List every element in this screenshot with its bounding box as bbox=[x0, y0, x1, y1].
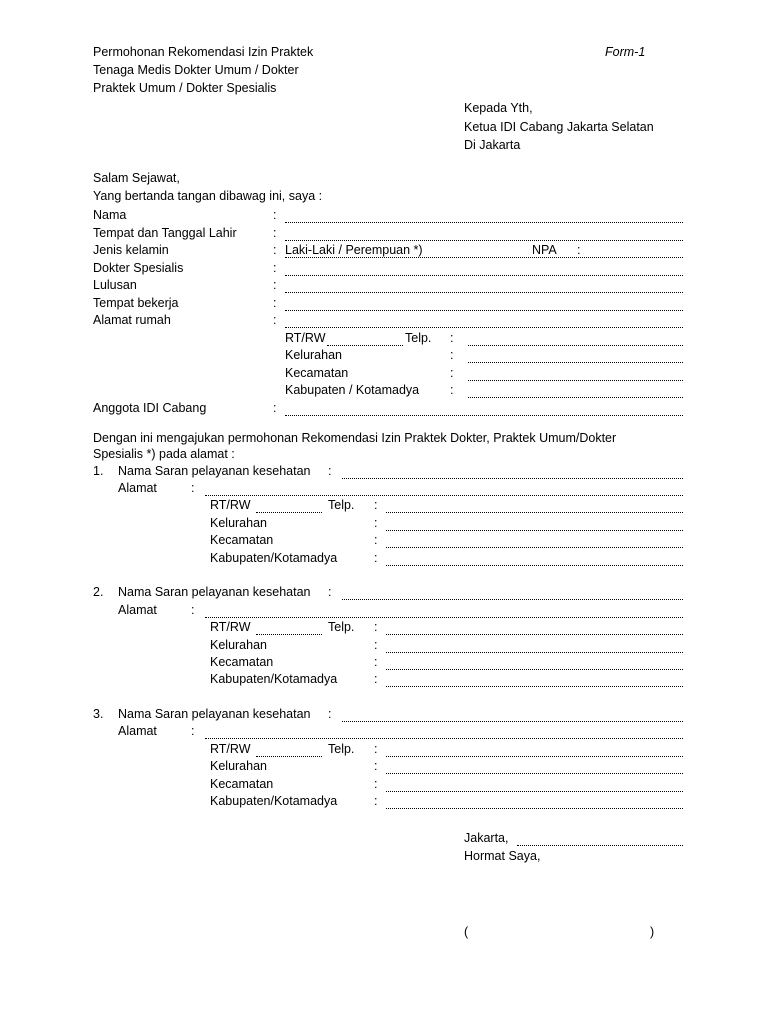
field-lulusan[interactable] bbox=[285, 292, 683, 293]
field-telp[interactable] bbox=[386, 512, 683, 513]
colon: : bbox=[374, 498, 378, 512]
label-kecamatan: Kecamatan bbox=[210, 777, 274, 791]
colon: : bbox=[374, 655, 378, 669]
colon: : bbox=[191, 481, 195, 495]
colon: : bbox=[374, 672, 378, 686]
label-alamat: Alamat bbox=[118, 603, 157, 617]
colon: : bbox=[273, 401, 277, 415]
field-alamat[interactable] bbox=[205, 617, 683, 618]
colon: : bbox=[450, 331, 454, 345]
colon: : bbox=[577, 243, 581, 257]
field-kabupaten[interactable] bbox=[386, 565, 683, 566]
label-telp: Telp. bbox=[405, 331, 432, 345]
label-kecamatan: Kecamatan bbox=[285, 366, 349, 380]
field-date[interactable] bbox=[517, 845, 683, 846]
closing-city: Jakarta, bbox=[464, 831, 509, 845]
colon: : bbox=[374, 777, 378, 791]
colon: : bbox=[328, 585, 332, 599]
label-telp: Telp. bbox=[328, 498, 355, 512]
field-dokter-spesialis[interactable] bbox=[285, 275, 683, 276]
colon: : bbox=[374, 551, 378, 565]
label-nama: Nama bbox=[93, 208, 127, 222]
colon: : bbox=[374, 759, 378, 773]
label-telp: Telp. bbox=[328, 620, 355, 634]
colon: : bbox=[273, 278, 277, 292]
field-rtrw[interactable] bbox=[327, 345, 403, 346]
colon: : bbox=[374, 620, 378, 634]
field-kecamatan[interactable] bbox=[386, 791, 683, 792]
field-jenis-kelamin-npa[interactable] bbox=[285, 257, 683, 258]
colon: : bbox=[273, 226, 277, 240]
label-dokter-spesialis: Dokter Spesialis bbox=[93, 261, 184, 275]
label-anggota-idi: Anggota IDI Cabang bbox=[93, 401, 207, 415]
colon: : bbox=[273, 313, 277, 327]
label-npa: NPA bbox=[532, 243, 557, 257]
colon: : bbox=[273, 296, 277, 310]
label-kecamatan: Kecamatan bbox=[210, 533, 274, 547]
field-anggota-idi[interactable] bbox=[285, 415, 683, 416]
field-rtrw[interactable] bbox=[256, 756, 322, 757]
form-title-line1: Permohonan Rekomendasi Izin Praktek bbox=[93, 45, 314, 59]
label-kabupaten: Kabupaten/Kotamadya bbox=[210, 551, 338, 565]
colon: : bbox=[328, 707, 332, 721]
intro-text: Yang bertanda tangan dibawag ini, saya : bbox=[93, 189, 323, 203]
label-kabupaten: Kabupaten/Kotamadya bbox=[210, 672, 338, 686]
label-kabupaten: Kabupaten / Kotamadya bbox=[285, 383, 420, 397]
salutation: Salam Sejawat, bbox=[93, 171, 180, 185]
field-kelurahan[interactable] bbox=[386, 773, 683, 774]
colon: : bbox=[450, 366, 454, 380]
colon: : bbox=[374, 638, 378, 652]
field-ttl[interactable] bbox=[285, 240, 683, 241]
field-nama-saran[interactable] bbox=[342, 478, 683, 479]
field-telp[interactable] bbox=[386, 756, 683, 757]
colon: : bbox=[273, 243, 277, 257]
label-rtrw: RT/RW bbox=[285, 331, 326, 345]
colon: : bbox=[273, 261, 277, 275]
field-tempat-bekerja[interactable] bbox=[285, 310, 683, 311]
signature-open-paren: ( bbox=[464, 925, 469, 939]
field-kecamatan[interactable] bbox=[386, 669, 683, 670]
field-kabupaten[interactable] bbox=[386, 686, 683, 687]
colon: : bbox=[328, 464, 332, 478]
label-rtrw: RT/RW bbox=[210, 498, 251, 512]
colon: : bbox=[191, 724, 195, 738]
recipient-line2: Ketua IDI Cabang Jakarta Selatan bbox=[464, 120, 654, 134]
field-kecamatan[interactable] bbox=[468, 380, 683, 381]
signature-close-paren: ) bbox=[650, 925, 655, 939]
colon: : bbox=[374, 533, 378, 547]
field-kelurahan[interactable] bbox=[386, 652, 683, 653]
label-kecamatan: Kecamatan bbox=[210, 655, 274, 669]
label-nama-saran: Nama Saran pelayanan kesehatan bbox=[118, 585, 311, 599]
form-number: Form-1 bbox=[605, 45, 646, 59]
field-nama-saran[interactable] bbox=[342, 721, 683, 722]
label-nama-saran: Nama Saran pelayanan kesehatan bbox=[118, 707, 311, 721]
colon: : bbox=[374, 742, 378, 756]
label-jenis-kelamin: Jenis kelamin bbox=[93, 243, 169, 257]
field-kelurahan[interactable] bbox=[386, 530, 683, 531]
field-telp[interactable] bbox=[386, 634, 683, 635]
label-alamat: Alamat bbox=[118, 724, 157, 738]
recipient-line1: Kepada Yth, bbox=[464, 101, 533, 115]
label-alamat-rumah: Alamat rumah bbox=[93, 313, 171, 327]
label-rtrw: RT/RW bbox=[210, 620, 251, 634]
recipient-line3: Di Jakarta bbox=[464, 138, 521, 152]
field-kelurahan[interactable] bbox=[468, 362, 683, 363]
form-title-line3: Praktek Umum / Dokter Spesialis bbox=[93, 81, 277, 95]
colon: : bbox=[374, 794, 378, 808]
form-title-line2: Tenaga Medis Dokter Umum / Dokter bbox=[93, 63, 299, 77]
field-alamat[interactable] bbox=[205, 495, 683, 496]
label-telp: Telp. bbox=[328, 742, 355, 756]
label-rtrw: RT/RW bbox=[210, 742, 251, 756]
label-ttl: Tempat dan Tanggal Lahir bbox=[93, 226, 237, 240]
label-tempat-bekerja: Tempat bekerja bbox=[93, 296, 179, 310]
request-line2: Spesialis *) pada alamat : bbox=[93, 447, 235, 461]
field-alamat-rumah[interactable] bbox=[285, 327, 683, 328]
field-nama[interactable] bbox=[285, 222, 683, 223]
label-nama-saran: Nama Saran pelayanan kesehatan bbox=[118, 464, 311, 478]
label-lulusan: Lulusan bbox=[93, 278, 137, 292]
facility-number: 2. bbox=[93, 585, 104, 599]
label-kelurahan: Kelurahan bbox=[210, 759, 267, 773]
field-telp[interactable] bbox=[468, 345, 683, 346]
field-kecamatan[interactable] bbox=[386, 547, 683, 548]
label-kelurahan: Kelurahan bbox=[210, 516, 267, 530]
colon: : bbox=[450, 383, 454, 397]
facility-number: 1. bbox=[93, 464, 104, 478]
colon: : bbox=[374, 516, 378, 530]
field-kabupaten[interactable] bbox=[386, 808, 683, 809]
colon: : bbox=[450, 348, 454, 362]
colon: : bbox=[191, 603, 195, 617]
field-nama-saran[interactable] bbox=[342, 599, 683, 600]
field-rtrw[interactable] bbox=[256, 634, 322, 635]
request-line1: Dengan ini mengajukan permohonan Rekomendasi Izin Praktek Dokter, Praktek Umum/Dokter bbox=[93, 431, 617, 445]
label-kabupaten: Kabupaten/Kotamadya bbox=[210, 794, 338, 808]
label-kelurahan: Kelurahan bbox=[285, 348, 342, 362]
jenis-kelamin-options[interactable]: Laki-Laki / Perempuan *) bbox=[285, 243, 423, 257]
facility-number: 3. bbox=[93, 707, 104, 721]
label-kelurahan: Kelurahan bbox=[210, 638, 267, 652]
field-rtrw[interactable] bbox=[256, 512, 322, 513]
field-kabupaten[interactable] bbox=[468, 397, 683, 398]
colon: : bbox=[273, 208, 277, 222]
field-alamat[interactable] bbox=[205, 738, 683, 739]
closing-regards: Hormat Saya, bbox=[464, 849, 541, 863]
label-alamat: Alamat bbox=[118, 481, 157, 495]
